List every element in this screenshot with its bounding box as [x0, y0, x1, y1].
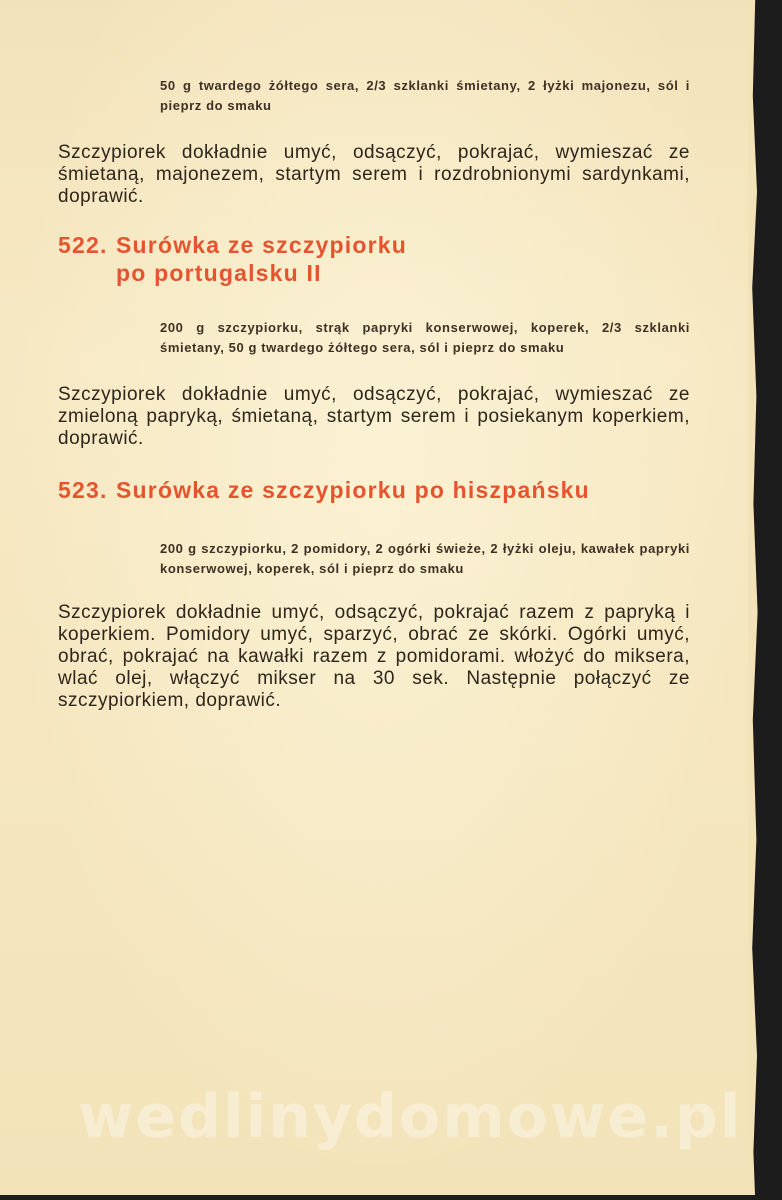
- recipe-523-instructions: Szczypiorek dokładnie umyć, odsączyć, pokrajać razem z papryką i koperkiem. Pomidory umyć, sparzyć, obrać ze skórki. Ogórki umyć, obrać, pokrajać na kawałki razem z pomidorami. włożyć do miksera, wlać olej, włączyć mikser na 30 sek. Następnie połączyć ze szczypiorkiem, doprawić.: [58, 602, 690, 711]
- recipe-523-title: Surówka ze szczypiorku po hiszpańsku: [116, 477, 590, 503]
- recipe-522-number: 522.: [58, 232, 108, 258]
- recipe-522-instructions: Szczypiorek dokładnie umyć, odsączyć, pokrajać, wymieszać ze zmieloną papryką, śmietaną, startym serem i posiekanym koperkiem, doprawić.: [58, 384, 690, 449]
- recipe-523-ingredients: 200 g szczypiorku, 2 pomidory, 2 ogórki świeże, 2 łyżki oleju, kawałek papryki konserwowej, koperek, sól i pieprz do smaku: [160, 541, 690, 576]
- recipe-523-number: 523.: [58, 477, 108, 503]
- recipe-522-ingredients: 200 g szczypiorku, strąk papryki konserwowej, koperek, 2/3 szklanki śmietany, 50 g twardego żółtego sera, sól i pieprz do smaku: [160, 320, 690, 355]
- recipe-522-heading: [58, 231, 407, 287]
- site-watermark: wedlinydomowe.pl: [78, 1082, 743, 1152]
- recipe-521-instructions: Szczypiorek dokładnie umyć, odsączyć, pokrajać, wymieszać ze śmietaną, majonezem, startym serem i rozdrobnionymi sardynkami, doprawić.: [58, 142, 690, 207]
- recipe-522-title-line2: po portugalsku II: [116, 260, 322, 286]
- recipe-521-ingredients: 50 g twardego żółtego sera, 2/3 szklanki śmietany, 2 łyżki majonezu, sól i pieprz do smaku: [160, 78, 690, 113]
- page-bottom-edge: [0, 1195, 782, 1200]
- recipe-523-heading: [58, 476, 590, 504]
- recipe-522-title-line1: Surówka ze szczypiorku: [116, 232, 407, 258]
- page-edge-shadow: [748, 0, 782, 1200]
